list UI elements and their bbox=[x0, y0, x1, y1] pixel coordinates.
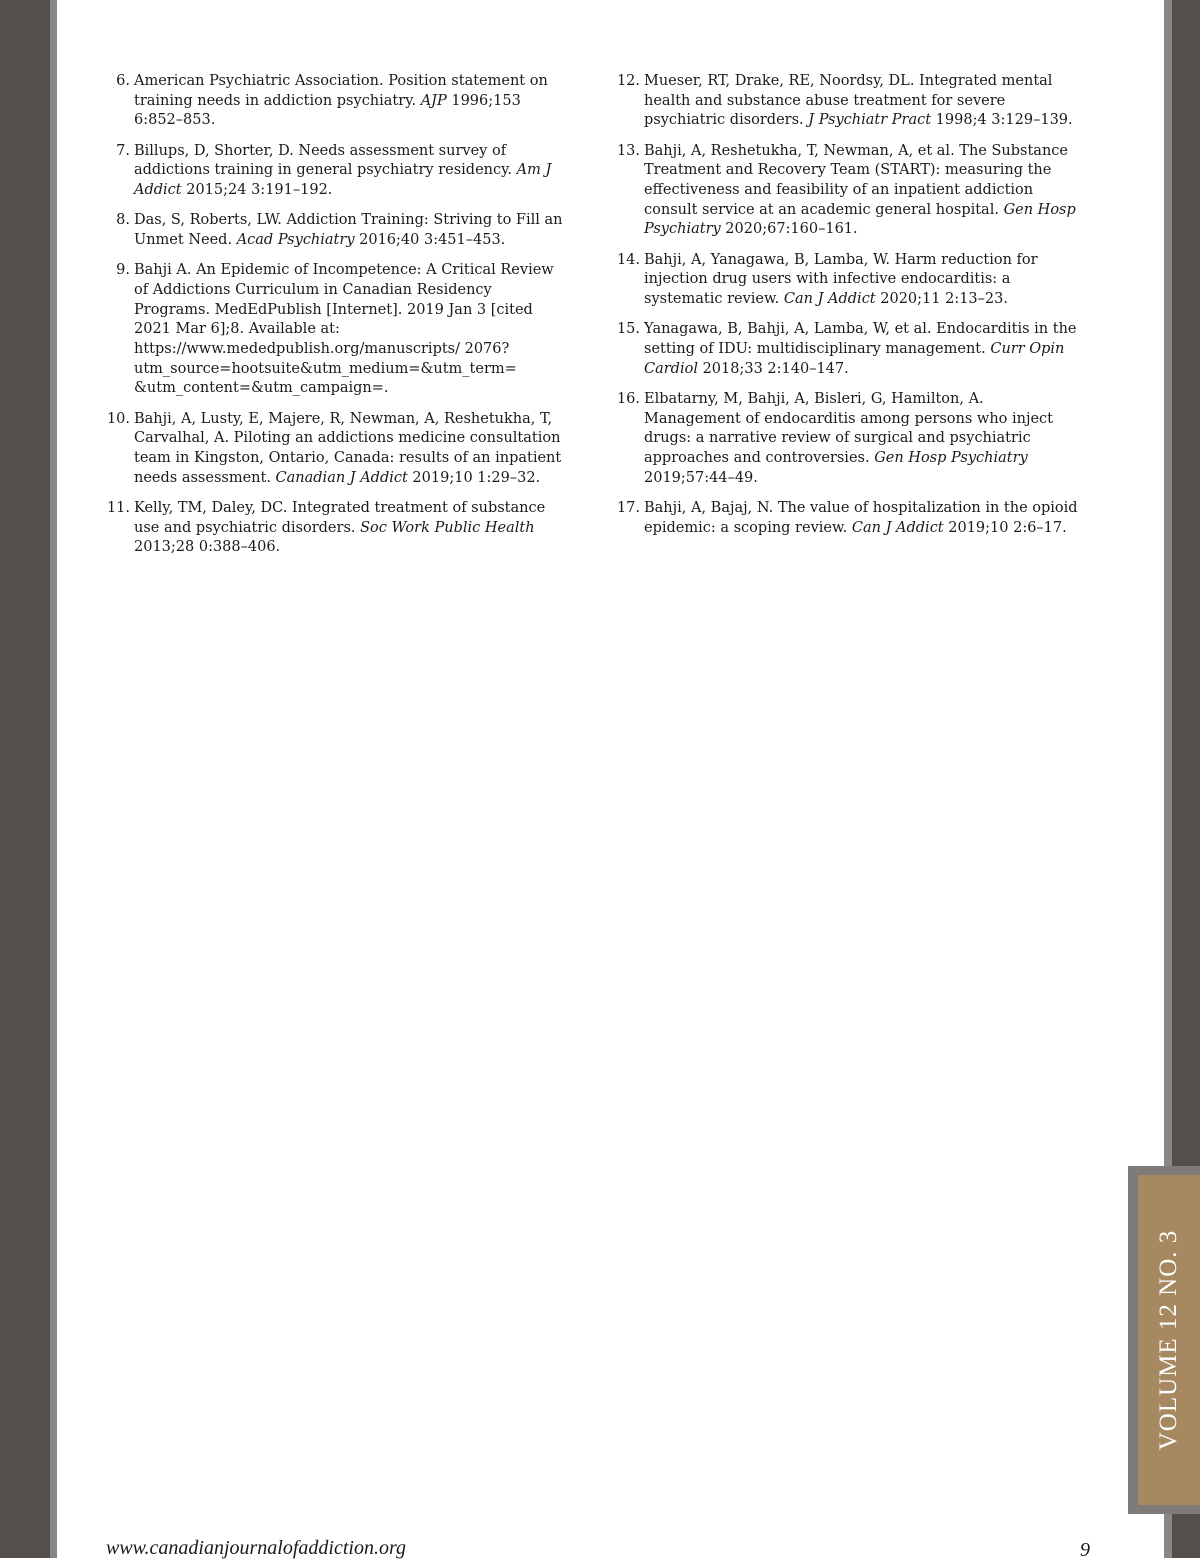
page-number: 9 bbox=[1080, 1539, 1090, 1561]
reference-item: 13. Bahji, A, Reshetukha, T, Newman, A, et al. The Substance Treatment and Recovery Team (START): measuring the effectiveness and feasibility of an inpatient addiction consult service at an academic general hospital. Gen Hosp Psychiatry 2020;67:160–161. bbox=[616, 142, 1076, 238]
reference-item: 6. American Psychiatric Association. Position statement on training needs in addiction psychiatry. AJP 1996;153 6:852–853. bbox=[116, 73, 548, 129]
left-frame-bar bbox=[0, 0, 50, 1558]
reference-item: 11. Kelly, TM, Daley, DC. Integrated treatment of substance use and psychiatric disorders. Soc Work Public Health 2013;28 0:388–406. bbox=[106, 499, 546, 556]
footer-website: www.canadianjournalofaddiction.org bbox=[106, 1537, 407, 1559]
reference-item: 8. Das, S, Roberts, LW. Addiction Training: Striving to Fill an Unmet Need. Acad Psychiatry 2016;40 3:451–453. bbox=[116, 212, 563, 248]
reference-item: 17. Bahji, A, Bajaj, N. The value of hospitalization in the opioid epidemic: a scoping review. Can J Addict 2019;10 2:6–17. bbox=[616, 499, 1078, 536]
reference-item: 15. Yanagawa, B, Bahji, A, Lamba, W, et al. Endocarditis in the setting of IDU: multidisciplinary management. Curr Opin Cardiol 2018;33 2:140–147. bbox=[616, 321, 1077, 377]
left-frame-edge bbox=[50, 0, 57, 1558]
reference-item: 10. Bahji, A, Lusty, E, Majere, R, Newman, A, Reshetukha, T, Carvalhal, A. Piloting an addictions medicine consultation team in Kingston, Ontario, Canada: results of an inpatient needs assessment. Canadian J Addict 2019;10 1:29–32. bbox=[106, 410, 562, 486]
references-column-right bbox=[612, 72, 1082, 549]
reference-item: 16. Elbatarny, M, Bahji, A, Bisleri, G, Hamilton, A. Management of endocarditis among persons who inject drugs: a narrative review of surgical and psychiatric approaches and controversies. Gen Hosp Psychiatry 2019;57:44–49. bbox=[616, 390, 1054, 486]
references-column-left bbox=[102, 72, 572, 568]
reference-item: 14. Bahji, A, Yanagawa, B, Lamba, W. Harm reduction for injection drug users with infective endocarditis: a systematic review. Can J Addict 2020;11 2:13–23. bbox=[616, 251, 1038, 308]
volume-issue-label: VOLUME 12 NO. 3 bbox=[1155, 1229, 1182, 1451]
reference-item: 9. Bahji A. An Epidemic of Incompetence: A Critical Review of Addictions Curriculum in Canadian Residency Programs. MedEdPublish [Internet]. 2019 Jan 3 [cited 2021 Mar 6];8. Available at: https://www.mededpublish.org/manuscripts/ 2076?utm_source=hootsuite&utm_medium=&utm_term= &utm_content=&utm_campaign=. bbox=[116, 262, 554, 397]
reference-item: 7. Billups, D, Shorter, D. Needs assessment survey of addictions training in general psychiatry residency. Am J Addict 2015;24 3:191–192. bbox=[116, 142, 552, 199]
reference-item: 12. Mueser, RT, Drake, RE, Noordsy, DL. Integrated mental health and substance abuse treatment for severe psychiatric disorders. J Psychiatr Pract 1998;4 3:129–139. bbox=[616, 73, 1073, 129]
